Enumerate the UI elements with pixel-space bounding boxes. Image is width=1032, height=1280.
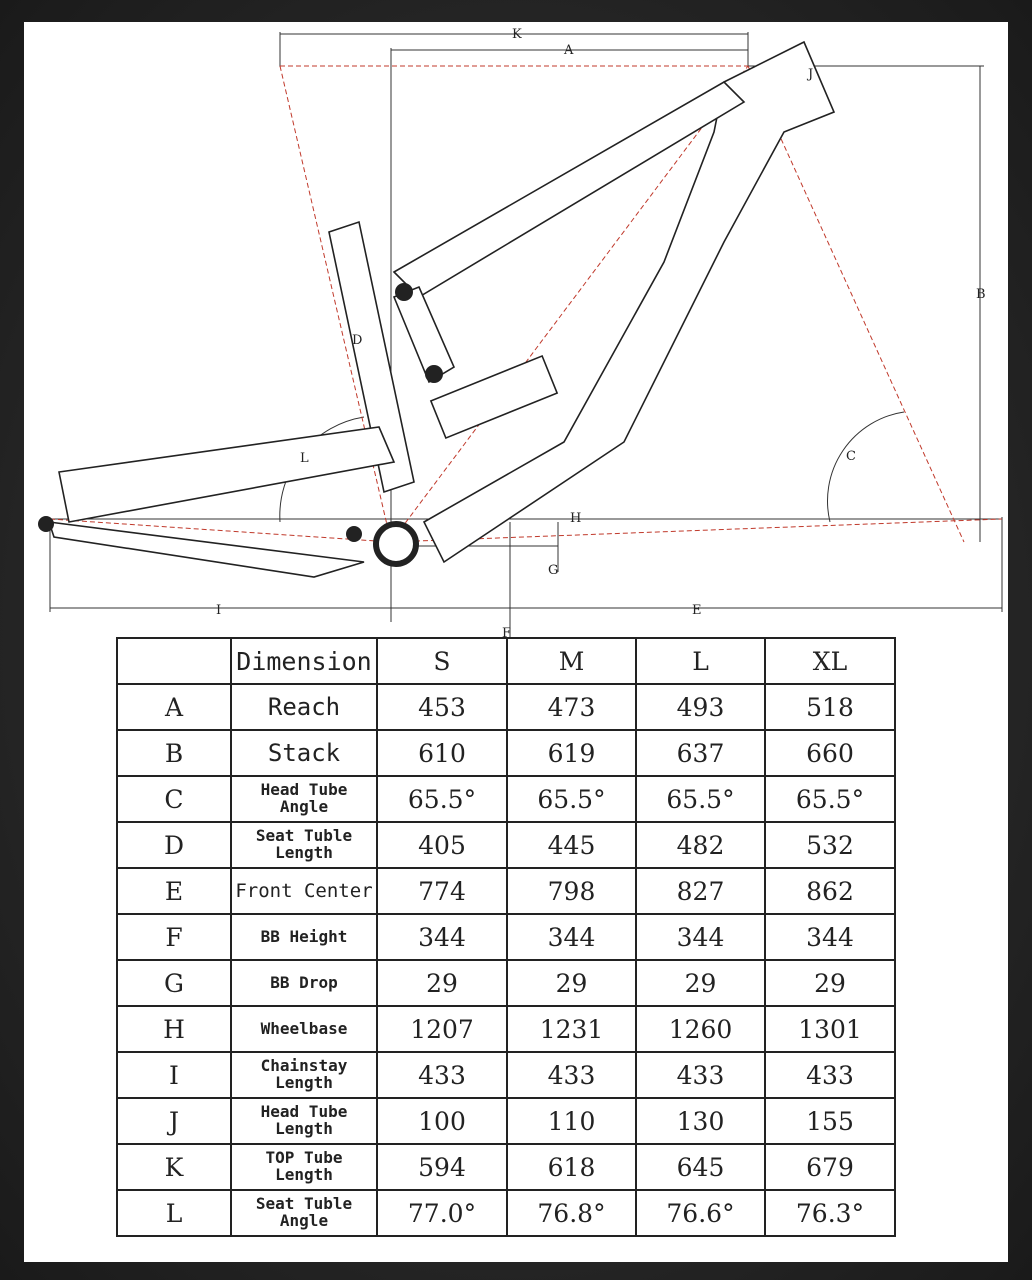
label-d: D xyxy=(352,333,363,348)
row-value-xl: 679 xyxy=(765,1144,895,1190)
pivot-top xyxy=(395,283,413,301)
row-value-l: 645 xyxy=(636,1144,765,1190)
table-row xyxy=(117,684,895,730)
row-value-xl: 344 xyxy=(765,914,895,960)
header-size-m: M xyxy=(507,638,636,684)
row-value-l: 433 xyxy=(636,1052,765,1098)
row-value-s: 29 xyxy=(377,960,507,1006)
frame-geometry-svg xyxy=(24,22,1008,637)
row-value-l: 65.5° xyxy=(636,776,765,822)
row-code: H xyxy=(117,1006,231,1052)
row-value-l: 130 xyxy=(636,1098,765,1144)
table-row xyxy=(117,868,895,914)
row-dimension: TOP Tube Length xyxy=(231,1144,377,1190)
row-value-m: 29 xyxy=(507,960,636,1006)
row-value-m: 344 xyxy=(507,914,636,960)
row-value-m: 618 xyxy=(507,1144,636,1190)
header-code xyxy=(117,638,231,684)
row-value-l: 482 xyxy=(636,822,765,868)
table-row xyxy=(117,1190,895,1236)
row-value-s: 433 xyxy=(377,1052,507,1098)
row-value-m: 1231 xyxy=(507,1006,636,1052)
header-size-xl: XL xyxy=(765,638,895,684)
row-dimension: Wheelbase xyxy=(231,1006,377,1052)
row-dimension: Seat Tuble Angle xyxy=(231,1190,377,1236)
row-dimension: Chainstay Length xyxy=(231,1052,377,1098)
label-b: B xyxy=(976,287,986,302)
row-value-l: 344 xyxy=(636,914,765,960)
table-header-row xyxy=(117,638,895,684)
row-value-xl: 155 xyxy=(765,1098,895,1144)
row-dimension: BB Height xyxy=(231,914,377,960)
header-dimension: Dimension xyxy=(231,638,377,684)
row-value-l: 29 xyxy=(636,960,765,1006)
row-value-xl: 76.3° xyxy=(765,1190,895,1236)
row-code: A xyxy=(117,684,231,730)
label-i: I xyxy=(216,603,222,618)
row-value-s: 65.5° xyxy=(377,776,507,822)
row-code: F xyxy=(117,914,231,960)
row-code: G xyxy=(117,960,231,1006)
row-value-s: 77.0° xyxy=(377,1190,507,1236)
row-value-l: 637 xyxy=(636,730,765,776)
pivot-lower xyxy=(346,526,362,542)
bottom-bracket xyxy=(376,524,416,564)
label-c: C xyxy=(846,449,856,464)
row-code: C xyxy=(117,776,231,822)
label-f: F xyxy=(502,626,512,637)
row-value-m: 65.5° xyxy=(507,776,636,822)
row-code: K xyxy=(117,1144,231,1190)
header-size-s: S xyxy=(377,638,507,684)
table-row xyxy=(117,1052,895,1098)
row-dimension: Front Center xyxy=(231,868,377,914)
table-row xyxy=(117,960,895,1006)
row-value-l: 827 xyxy=(636,868,765,914)
row-value-m: 76.8° xyxy=(507,1190,636,1236)
table-row xyxy=(117,822,895,868)
row-dimension: Head Tube Angle xyxy=(231,776,377,822)
row-value-s: 1207 xyxy=(377,1006,507,1052)
table-row xyxy=(117,914,895,960)
header-size-l: L xyxy=(636,638,765,684)
label-g: G xyxy=(548,563,559,578)
label-l: L xyxy=(300,451,309,466)
row-code: E xyxy=(117,868,231,914)
row-value-m: 433 xyxy=(507,1052,636,1098)
label-e: E xyxy=(692,603,702,618)
seat-stay xyxy=(59,427,394,522)
row-dimension: Seat Tuble Length xyxy=(231,822,377,868)
chain-stay xyxy=(49,522,364,577)
row-code: J xyxy=(117,1098,231,1144)
angle-arc-c xyxy=(828,412,904,522)
row-code: L xyxy=(117,1190,231,1236)
row-value-l: 76.6° xyxy=(636,1190,765,1236)
table-row xyxy=(117,1006,895,1052)
row-value-m: 445 xyxy=(507,822,636,868)
row-value-s: 100 xyxy=(377,1098,507,1144)
row-dimension: BB Drop xyxy=(231,960,377,1006)
row-code: B xyxy=(117,730,231,776)
front-triangle xyxy=(424,42,834,562)
geometry-table xyxy=(116,637,896,1237)
table-row xyxy=(117,776,895,822)
row-code: D xyxy=(117,822,231,868)
label-j: J xyxy=(808,67,814,82)
pivot-shock xyxy=(425,365,443,383)
row-value-xl: 1301 xyxy=(765,1006,895,1052)
label-a: A xyxy=(564,43,574,58)
row-value-s: 344 xyxy=(377,914,507,960)
row-code: I xyxy=(117,1052,231,1098)
table-row xyxy=(117,1098,895,1144)
row-value-l: 493 xyxy=(636,684,765,730)
row-value-xl: 862 xyxy=(765,868,895,914)
row-value-l: 1260 xyxy=(636,1006,765,1052)
row-value-xl: 518 xyxy=(765,684,895,730)
rear-dropout xyxy=(38,516,54,532)
spec-sheet xyxy=(24,22,1008,1262)
row-dimension: Reach xyxy=(231,684,377,730)
row-value-m: 798 xyxy=(507,868,636,914)
label-h: H xyxy=(570,511,582,526)
row-value-s: 610 xyxy=(377,730,507,776)
table-row xyxy=(117,730,895,776)
rocker-link xyxy=(394,287,454,382)
frame-geometry-drawing xyxy=(24,22,1008,637)
row-value-s: 594 xyxy=(377,1144,507,1190)
row-value-xl: 532 xyxy=(765,822,895,868)
row-value-s: 405 xyxy=(377,822,507,868)
row-dimension: Stack xyxy=(231,730,377,776)
table-row xyxy=(117,1144,895,1190)
label-k: K xyxy=(512,27,522,42)
row-value-xl: 65.5° xyxy=(765,776,895,822)
row-value-s: 774 xyxy=(377,868,507,914)
row-value-m: 619 xyxy=(507,730,636,776)
row-value-m: 473 xyxy=(507,684,636,730)
row-value-m: 110 xyxy=(507,1098,636,1144)
row-value-xl: 660 xyxy=(765,730,895,776)
row-value-xl: 29 xyxy=(765,960,895,1006)
row-dimension: Head Tube Length xyxy=(231,1098,377,1144)
row-value-s: 453 xyxy=(377,684,507,730)
row-value-xl: 433 xyxy=(765,1052,895,1098)
